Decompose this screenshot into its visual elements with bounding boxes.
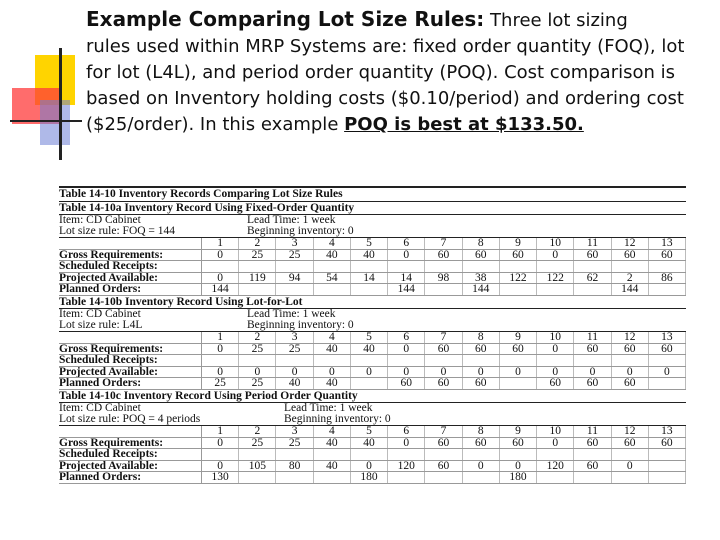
- scheduled-receipts-row-cell: [425, 355, 462, 366]
- period-cell: 2: [239, 238, 276, 249]
- lot-size-rule-label: Lot size rule: FOQ = 144: [59, 225, 176, 237]
- planned-orders-row-cell: [500, 378, 537, 389]
- scheduled-receipts-row-cell: [463, 449, 500, 460]
- table-heading: Table 14-10c Inventory Record Using Period Order Quantity: [59, 390, 686, 403]
- scheduled-receipts-row-cell: [612, 355, 649, 366]
- period-cell: 9: [500, 332, 537, 343]
- slide-line-5-text: ($25/order). In this example: [86, 114, 345, 135]
- period-cell: 6: [388, 426, 425, 437]
- period-row-label: [59, 238, 202, 249]
- gross-requirements-row-label: Gross Requirements:: [59, 250, 202, 261]
- scheduled-receipts-row-cell: [314, 261, 351, 272]
- scheduled-receipts-row-cell: [425, 261, 462, 272]
- gross-requirements-row-cell: 25: [276, 250, 313, 261]
- period-cell: 10: [537, 238, 574, 249]
- slide-title-rest: Three lot sizing: [484, 10, 628, 31]
- planned-orders-row-cell: 25: [239, 378, 276, 389]
- period-cell: 5: [351, 426, 388, 437]
- scheduled-receipts-row-cell: [574, 261, 611, 272]
- planned-orders-row-cell: 40: [314, 378, 351, 389]
- projected-available-row-cell: [649, 461, 686, 472]
- projected-available-row-cell: 0: [537, 367, 574, 378]
- projected-available-row-cell: 105: [239, 461, 276, 472]
- gross-requirements-row-cell: 40: [314, 250, 351, 261]
- gross-requirements-row-cell: 60: [649, 250, 686, 261]
- planned-orders-row-cell: 25: [202, 378, 239, 389]
- projected-available-row-cell: 0: [463, 461, 500, 472]
- gross-requirements-row-cell: 40: [351, 438, 388, 449]
- gross-requirements-row-cell: 40: [314, 438, 351, 449]
- scheduled-receipts-row-cell: [239, 261, 276, 272]
- scheduled-receipts-row-cell: [239, 449, 276, 460]
- planned-orders-row-cell: [649, 378, 686, 389]
- planned-orders-row-cell: [574, 284, 611, 295]
- table-info-row: [59, 414, 686, 425]
- gross-requirements-row-cell: 60: [463, 344, 500, 355]
- scheduled-receipts-row-cell: [649, 355, 686, 366]
- lead-time-label: Lead Time: 1 week: [247, 214, 336, 226]
- decor-vertical-line: [59, 48, 62, 160]
- period-cell: 2: [239, 426, 276, 437]
- gross-requirements-row-cell: 0: [388, 250, 425, 261]
- period-cell: 4: [314, 426, 351, 437]
- planned-orders-row-cell: 60: [574, 378, 611, 389]
- planned-orders-row-cell: [612, 472, 649, 483]
- projected-available-row-cell: 60: [425, 461, 462, 472]
- period-cell: 13: [649, 332, 686, 343]
- period-cell: 5: [351, 238, 388, 249]
- projected-available-row-cell: 0: [500, 461, 537, 472]
- scheduled-receipts-row-cell: [500, 355, 537, 366]
- projected-available-row-label: Projected Available:: [59, 461, 202, 472]
- projected-available-row-cell: 98: [425, 273, 462, 284]
- period-cell: 13: [649, 238, 686, 249]
- planned-orders-row-cell: [351, 378, 388, 389]
- planned-orders-row: [59, 472, 686, 484]
- period-cell: 13: [649, 426, 686, 437]
- planned-orders-row-cell: [388, 472, 425, 483]
- gross-requirements-row-cell: 0: [537, 250, 574, 261]
- gross-requirements-row-cell: 0: [537, 344, 574, 355]
- projected-available-row-cell: 2: [612, 273, 649, 284]
- period-row-label: [59, 426, 202, 437]
- planned-orders-row-cell: 60: [612, 378, 649, 389]
- scheduled-receipts-row-cell: [500, 449, 537, 460]
- table-heading: Table 14-10b Inventory Record Using Lot-for-Lot: [59, 296, 686, 309]
- period-cell: 11: [574, 426, 611, 437]
- scheduled-receipts-row-label: Scheduled Receipts:: [59, 261, 202, 272]
- projected-available-row-cell: 38: [463, 273, 500, 284]
- period-cell: 7: [425, 238, 462, 249]
- planned-orders-row-cell: [537, 284, 574, 295]
- gross-requirements-row: [59, 344, 686, 356]
- scheduled-receipts-row-cell: [202, 449, 239, 460]
- projected-available-row-cell: 62: [574, 273, 611, 284]
- scheduled-receipts-row-cell: [425, 449, 462, 460]
- planned-orders-row-cell: 144: [463, 284, 500, 295]
- planned-orders-row-cell: [239, 284, 276, 295]
- projected-available-row-cell: 122: [500, 273, 537, 284]
- planned-orders-row-cell: [239, 472, 276, 483]
- planned-orders-row-cell: 144: [612, 284, 649, 295]
- scheduled-receipts-row-cell: [351, 261, 388, 272]
- gross-requirements-row: [59, 250, 686, 262]
- period-row: [59, 237, 686, 250]
- scheduled-receipts-row-cell: [314, 355, 351, 366]
- beginning-inventory-label: Beginning inventory: 0: [284, 412, 391, 425]
- gross-requirements-row-cell: 60: [500, 438, 537, 449]
- planned-orders-row: [59, 378, 686, 390]
- planned-orders-row-cell: [574, 472, 611, 483]
- projected-available-row-cell: 0: [202, 461, 239, 472]
- lead-time-label: Lead Time: 1 week: [284, 401, 373, 414]
- projected-available-row-cell: 0: [388, 367, 425, 378]
- planned-orders-row-cell: 60: [463, 378, 500, 389]
- planned-orders-row-cell: 40: [276, 378, 313, 389]
- projected-available-row-cell: 0: [612, 461, 649, 472]
- period-cell: 9: [500, 426, 537, 437]
- period-cell: 9: [500, 238, 537, 249]
- projected-available-row-label: Projected Available:: [59, 367, 202, 378]
- scheduled-receipts-row: [59, 355, 686, 367]
- projected-available-row-cell: 0: [500, 367, 537, 378]
- projected-available-row-cell: 80: [276, 461, 313, 472]
- period-cell: 4: [314, 332, 351, 343]
- item-label: Item: CD Cabinet: [59, 214, 141, 226]
- scheduled-receipts-row-cell: [276, 261, 313, 272]
- scheduled-receipts-row-cell: [612, 449, 649, 460]
- scheduled-receipts-row-cell: [612, 261, 649, 272]
- period-cell: 8: [463, 238, 500, 249]
- projected-available-row-cell: 0: [649, 367, 686, 378]
- period-cell: 3: [276, 332, 313, 343]
- planned-orders-row-cell: [500, 284, 537, 295]
- table-main-title: Table 14-10 Inventory Records Comparing Lot Size Rules: [59, 186, 686, 202]
- slide-emphasis: POQ is best at $133.50.: [344, 114, 584, 135]
- beginning-inventory-label: Beginning inventory: 0: [247, 225, 354, 237]
- planned-orders-row-cell: 60: [537, 378, 574, 389]
- gross-requirements-row-cell: 25: [276, 438, 313, 449]
- planned-orders-row-cell: 144: [202, 284, 239, 295]
- gross-requirements-row-cell: 0: [202, 344, 239, 355]
- gross-requirements-row-cell: 0: [388, 438, 425, 449]
- period-cell: 12: [612, 332, 649, 343]
- gross-requirements-row-cell: 60: [425, 438, 462, 449]
- gross-requirements-row-cell: 60: [574, 438, 611, 449]
- period-cell: 1: [202, 238, 239, 249]
- period-cell: 8: [463, 426, 500, 437]
- table-info-row: [59, 309, 686, 320]
- projected-available-row-cell: 40: [314, 461, 351, 472]
- period-cell: 6: [388, 332, 425, 343]
- item-label: Item: CD Cabinet: [59, 307, 141, 320]
- planned-orders-row-cell: [649, 472, 686, 483]
- decor-blue-square: [40, 100, 70, 145]
- planned-orders-row-cell: [276, 472, 313, 483]
- period-cell: 12: [612, 426, 649, 437]
- period-cell: 11: [574, 238, 611, 249]
- period-row-label: [59, 332, 202, 343]
- gross-requirements-row-cell: 60: [463, 250, 500, 261]
- projected-available-row-cell: 119: [239, 273, 276, 284]
- projected-available-row-cell: 122: [537, 273, 574, 284]
- lot-size-rule-label: Lot size rule: L4L: [59, 318, 143, 331]
- scheduled-receipts-row-label: Scheduled Receipts:: [59, 355, 202, 366]
- gross-requirements-row-cell: 0: [388, 344, 425, 355]
- period-row: [59, 331, 686, 344]
- period-cell: 7: [425, 332, 462, 343]
- gross-requirements-row-cell: 60: [574, 250, 611, 261]
- projected-available-row-cell: 120: [537, 461, 574, 472]
- gross-requirements-row-cell: 60: [612, 438, 649, 449]
- projected-available-row-cell: 14: [351, 273, 388, 284]
- projected-available-row-cell: 60: [574, 461, 611, 472]
- scheduled-receipts-row-cell: [276, 449, 313, 460]
- gross-requirements-row-cell: 60: [425, 250, 462, 261]
- projected-available-row-cell: 54: [314, 273, 351, 284]
- planned-orders-row-label: Planned Orders:: [59, 378, 202, 389]
- gross-requirements-row-cell: 60: [463, 438, 500, 449]
- projected-available-row-cell: 94: [276, 273, 313, 284]
- slide-text: [86, 6, 706, 138]
- table-info-row: [59, 320, 686, 331]
- gross-requirements-row-cell: 25: [239, 344, 276, 355]
- projected-available-row-cell: 86: [649, 273, 686, 284]
- scheduled-receipts-row-cell: [649, 449, 686, 460]
- scheduled-receipts-row-cell: [537, 355, 574, 366]
- period-cell: 7: [425, 426, 462, 437]
- inventory-tables: [59, 186, 686, 484]
- period-cell: 1: [202, 426, 239, 437]
- gross-requirements-row-cell: 0: [202, 438, 239, 449]
- period-cell: 2: [239, 332, 276, 343]
- projected-available-row-cell: 0: [463, 367, 500, 378]
- projected-available-row-cell: 0: [239, 367, 276, 378]
- gross-requirements-row-cell: 40: [351, 344, 388, 355]
- gross-requirements-row-cell: 0: [537, 438, 574, 449]
- planned-orders-row-cell: [276, 284, 313, 295]
- scheduled-receipts-row-cell: [351, 449, 388, 460]
- scheduled-receipts-row-cell: [574, 449, 611, 460]
- period-cell: 11: [574, 332, 611, 343]
- gross-requirements-row-cell: 60: [649, 438, 686, 449]
- planned-orders-row-cell: [649, 284, 686, 295]
- planned-orders-row-cell: 144: [388, 284, 425, 295]
- period-cell: 12: [612, 238, 649, 249]
- projected-available-row-cell: 0: [425, 367, 462, 378]
- projected-available-row-cell: 0: [574, 367, 611, 378]
- planned-orders-row-cell: 130: [202, 472, 239, 483]
- projected-available-row-cell: 0: [276, 367, 313, 378]
- scheduled-receipts-row-cell: [537, 261, 574, 272]
- slide-line-3: for lot (L4L), and period order quantity (POQ). Cost comparison is: [86, 62, 676, 83]
- slide-line-5: [86, 112, 706, 138]
- planned-orders-row-cell: 60: [425, 378, 462, 389]
- gross-requirements-row-cell: 0: [202, 250, 239, 261]
- period-cell: 3: [276, 426, 313, 437]
- planned-orders-row-cell: [314, 472, 351, 483]
- decor-horizontal-line: [10, 120, 82, 122]
- projected-available-row-cell: 0: [202, 273, 239, 284]
- planned-orders-row-cell: [425, 284, 462, 295]
- gross-requirements-row-cell: 25: [239, 250, 276, 261]
- scheduled-receipts-row-cell: [574, 355, 611, 366]
- scheduled-receipts-row-cell: [202, 261, 239, 272]
- projected-available-row-cell: 0: [612, 367, 649, 378]
- gross-requirements-row-label: Gross Requirements:: [59, 344, 202, 355]
- period-cell: 10: [537, 426, 574, 437]
- planned-orders-row-label: Planned Orders:: [59, 284, 202, 295]
- projected-available-row-cell: 120: [388, 461, 425, 472]
- period-cell: 10: [537, 332, 574, 343]
- planned-orders-row-cell: [537, 472, 574, 483]
- scheduled-receipts-row-cell: [202, 355, 239, 366]
- projected-available-row-cell: 0: [351, 461, 388, 472]
- projected-available-row: [59, 273, 686, 285]
- period-row: [59, 425, 686, 438]
- slide-title: Example Comparing Lot Size Rules:: [86, 7, 485, 31]
- scheduled-receipts-row-cell: [463, 261, 500, 272]
- planned-orders-row-cell: [351, 284, 388, 295]
- gross-requirements-row-cell: 40: [351, 250, 388, 261]
- planned-orders-row: [59, 284, 686, 296]
- planned-orders-row-label: Planned Orders:: [59, 472, 202, 483]
- planned-orders-row-cell: 60: [388, 378, 425, 389]
- scheduled-receipts-row-cell: [388, 449, 425, 460]
- planned-orders-row-cell: 180: [500, 472, 537, 483]
- planned-orders-row-cell: [314, 284, 351, 295]
- planned-orders-row-cell: 180: [351, 472, 388, 483]
- beginning-inventory-label: Beginning inventory: 0: [247, 318, 354, 331]
- table-heading: Table 14-10a Inventory Record Using Fixed-Order Quantity: [59, 202, 686, 215]
- scheduled-receipts-row: [59, 449, 686, 461]
- scheduled-receipts-row-cell: [500, 261, 537, 272]
- period-cell: 6: [388, 238, 425, 249]
- slide-line-2: rules used within MRP Systems are: fixed order quantity (FOQ), lot: [86, 36, 685, 57]
- period-cell: 4: [314, 238, 351, 249]
- table-info-row: [59, 226, 686, 237]
- planned-orders-row-cell: [463, 472, 500, 483]
- gross-requirements-row-cell: 40: [314, 344, 351, 355]
- projected-available-row-cell: 0: [202, 367, 239, 378]
- gross-requirements-row: [59, 438, 686, 450]
- period-cell: 8: [463, 332, 500, 343]
- slide-line-4: based on Inventory holding costs ($0.10/period) and ordering cost: [86, 88, 684, 109]
- projected-available-row-label: Projected Available:: [59, 273, 202, 284]
- planned-orders-row-cell: [425, 472, 462, 483]
- gross-requirements-row-cell: 60: [425, 344, 462, 355]
- scheduled-receipts-row-cell: [351, 355, 388, 366]
- lot-size-rule-label: Lot size rule: POQ = 4 periods: [59, 412, 201, 425]
- lead-time-label: Lead Time: 1 week: [247, 307, 336, 320]
- scheduled-receipts-row-cell: [463, 355, 500, 366]
- scheduled-receipts-row-cell: [276, 355, 313, 366]
- item-label: Item: CD Cabinet: [59, 401, 141, 414]
- gross-requirements-row-cell: 60: [612, 250, 649, 261]
- gross-requirements-row-cell: 60: [649, 344, 686, 355]
- gross-requirements-row-cell: 60: [612, 344, 649, 355]
- projected-available-row-cell: 0: [351, 367, 388, 378]
- scheduled-receipts-row-cell: [388, 355, 425, 366]
- scheduled-receipts-row-cell: [388, 261, 425, 272]
- scheduled-receipts-row-label: Scheduled Receipts:: [59, 449, 202, 460]
- scheduled-receipts-row-cell: [314, 449, 351, 460]
- gross-requirements-row-label: Gross Requirements:: [59, 438, 202, 449]
- projected-available-row-cell: 0: [314, 367, 351, 378]
- gross-requirements-row-cell: 60: [574, 344, 611, 355]
- gross-requirements-row-cell: 60: [500, 344, 537, 355]
- period-cell: 5: [351, 332, 388, 343]
- gross-requirements-row-cell: 25: [276, 344, 313, 355]
- slide-line-1: [86, 6, 706, 34]
- gross-requirements-row-cell: 25: [239, 438, 276, 449]
- scheduled-receipts-row-cell: [239, 355, 276, 366]
- period-cell: 3: [276, 238, 313, 249]
- gross-requirements-row-cell: 60: [500, 250, 537, 261]
- period-cell: 1: [202, 332, 239, 343]
- scheduled-receipts-row-cell: [537, 449, 574, 460]
- scheduled-receipts-row-cell: [649, 261, 686, 272]
- projected-available-row-cell: 14: [388, 273, 425, 284]
